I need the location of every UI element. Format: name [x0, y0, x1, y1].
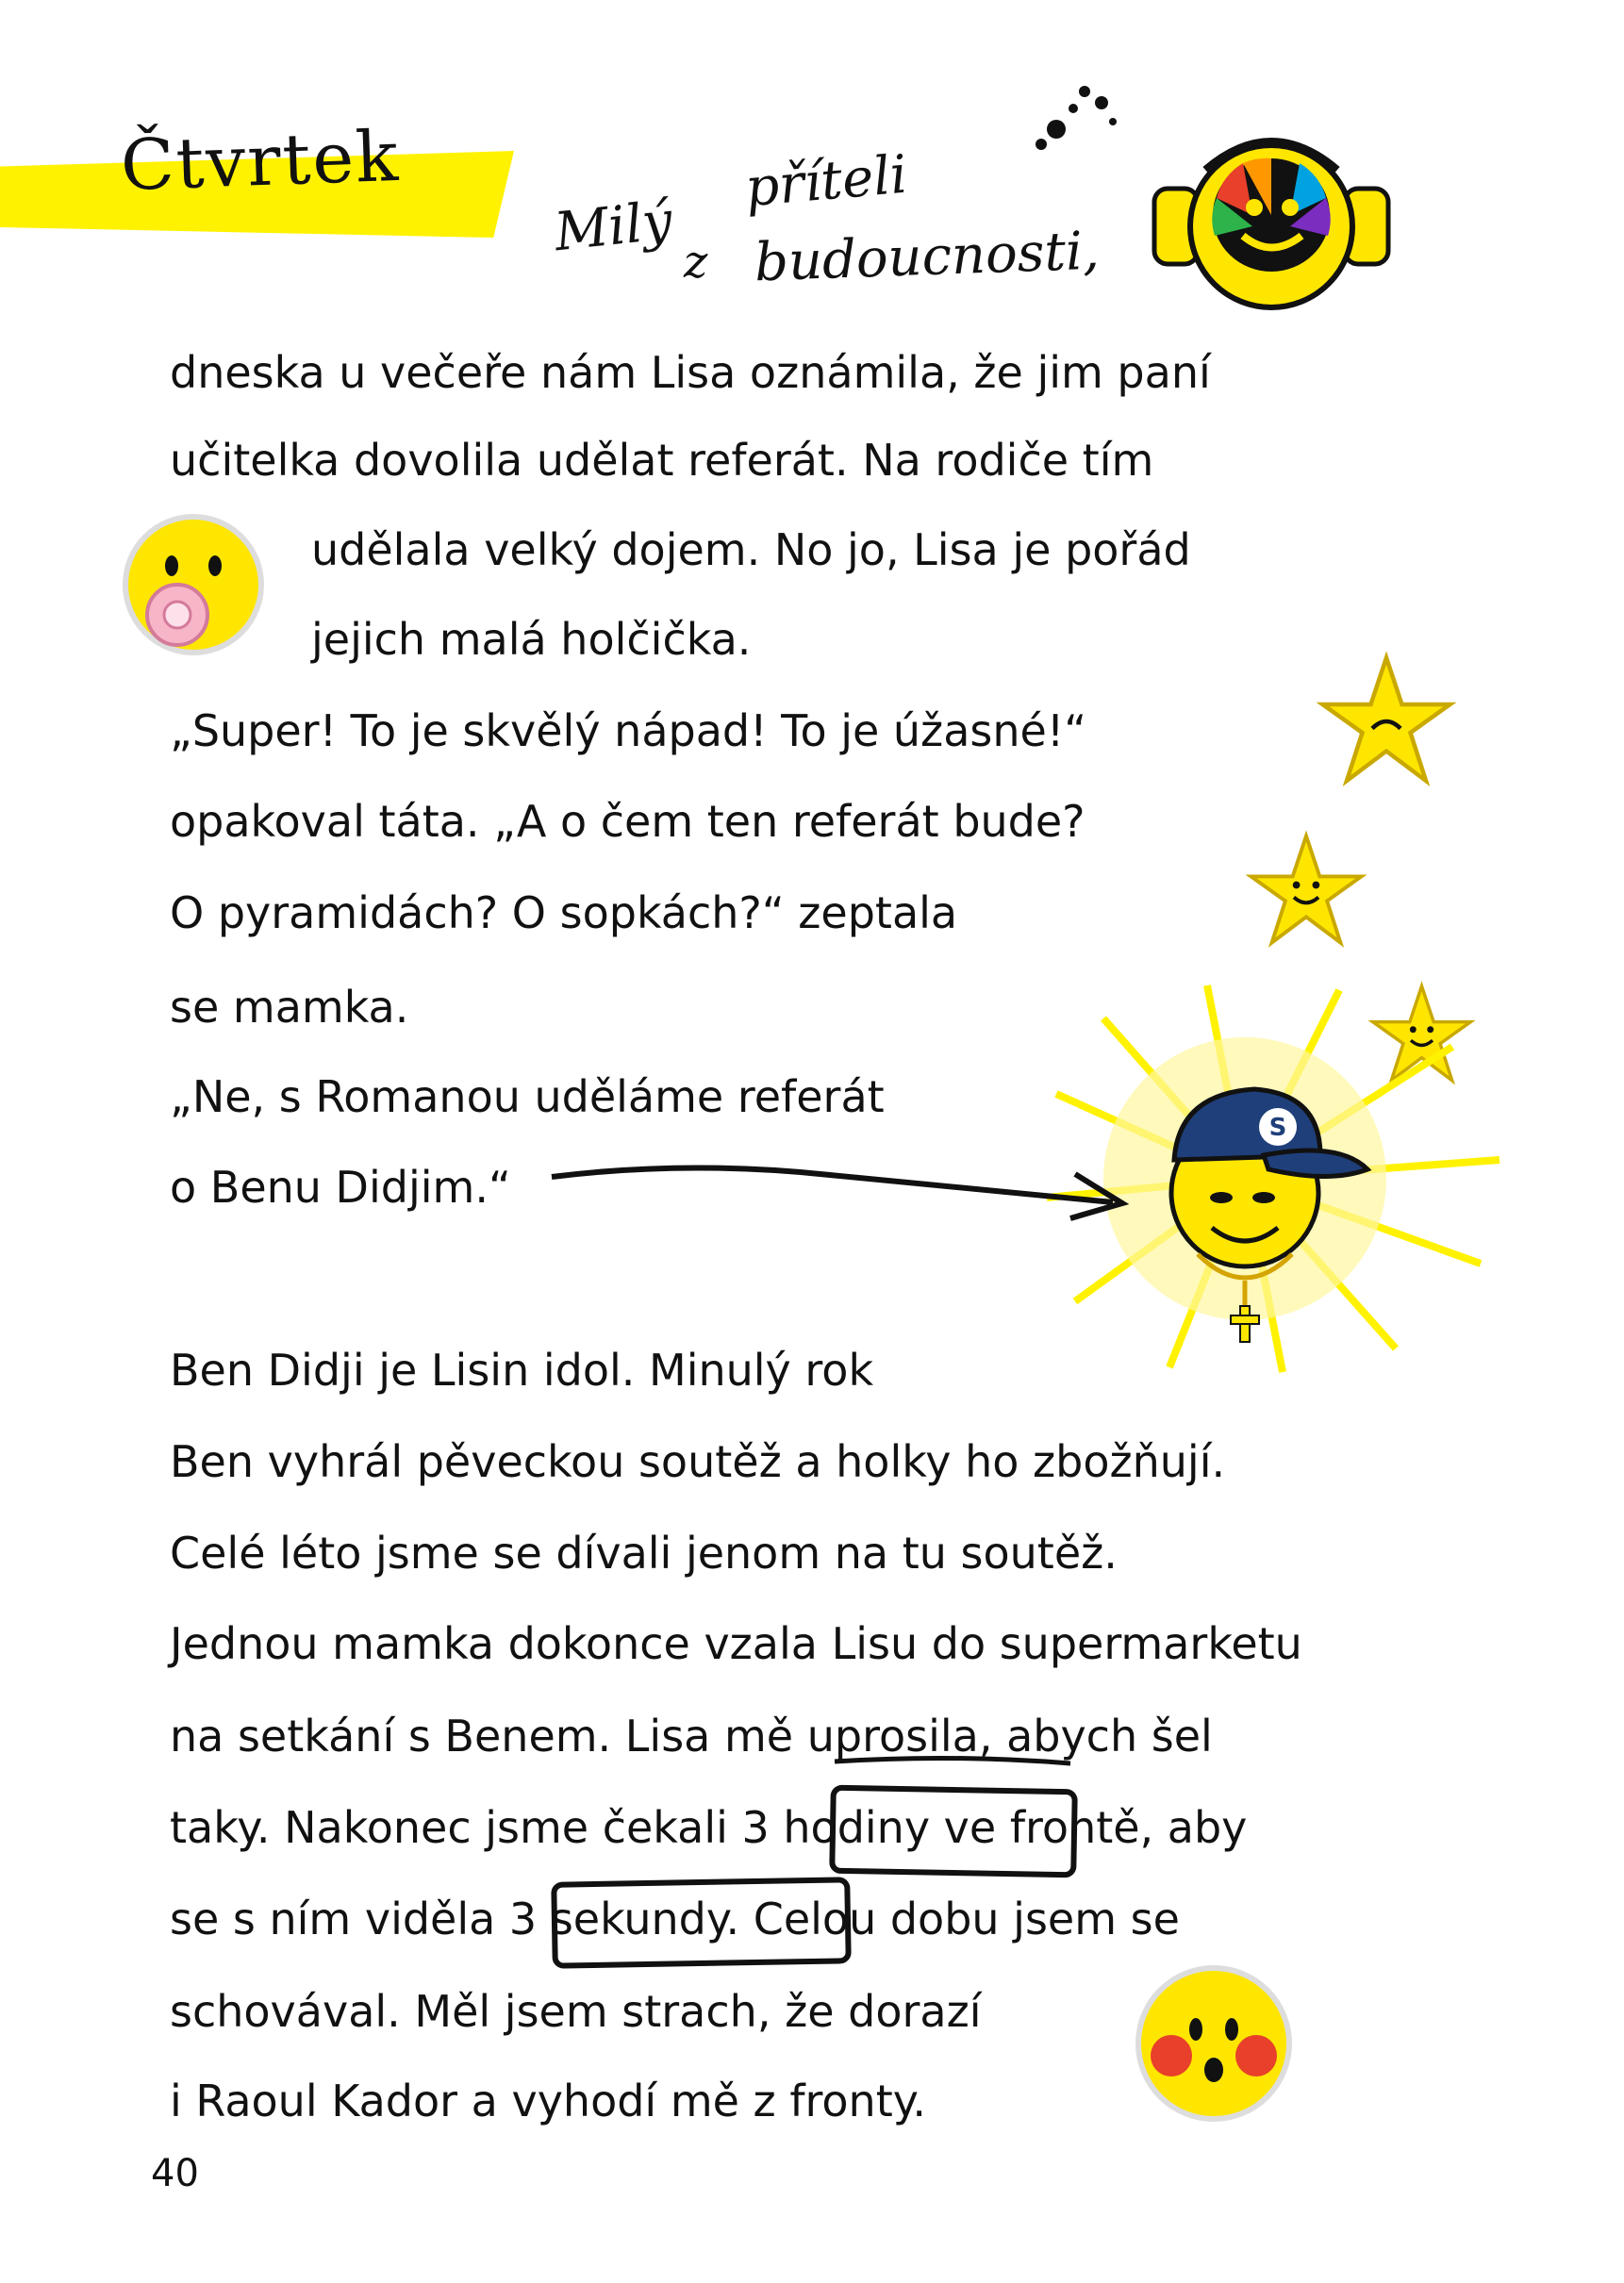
- text-line: dneska u večeře nám Lisa oznámila, že jim paní: [170, 347, 1211, 398]
- text-line: opakoval táta. „A o čem ten referát bude?: [170, 796, 1085, 847]
- text-line: „Super! To je skvělý nápad! To je úžasné!“: [170, 705, 1087, 756]
- text-line: se s ním viděla 3 sekundy. Celou dobu jsem se: [170, 1894, 1180, 1944]
- arrow-icon: [547, 1150, 1151, 1226]
- ink-splatter-icon: [1028, 80, 1132, 156]
- cap-letter: S: [1268, 1114, 1287, 1142]
- dj-smiley-icon: [1149, 132, 1394, 321]
- star-smiley-icon: [1245, 830, 1367, 952]
- underline-mark: [830, 1752, 1075, 1771]
- surprised-smiley-icon: [1132, 1961, 1297, 2126]
- text-line: jejich malá holčička.: [311, 614, 752, 665]
- greeting-budoucnosti: budoucnosti,: [753, 220, 1101, 294]
- day-title: Čtvrtek: [119, 115, 402, 207]
- text-line: Ben Didji je Lisin idol. Minulý rok: [170, 1345, 874, 1396]
- text-line: učitelka dovolila udělat referát. Na rodiče tím: [170, 435, 1154, 486]
- page-number: 40: [151, 2152, 199, 2195]
- text-line: Ben vyhrál pěveckou soutěž a holky ho zbožňují.: [170, 1436, 1226, 1487]
- text-line: o Benu Didjim.“: [170, 1162, 511, 1213]
- text-line: se mamka.: [170, 982, 409, 1033]
- text-line: Celé léto jsme se dívali jenom na tu soutěž.: [170, 1528, 1118, 1579]
- text-line: i Raoul Kador a vyhodí mě z fronty.: [170, 2076, 927, 2126]
- text-line: Jednou mamka dokonce vzala Lisu do supermarketu: [170, 1618, 1302, 1669]
- text-line: na setkání s Benem. Lisa mě uprosila, abych šel: [170, 1711, 1213, 1762]
- greeting-z: z: [684, 236, 708, 289]
- seconds-box-mark: [551, 1877, 852, 1969]
- hours-box-mark: [829, 1785, 1078, 1878]
- greeting-priteli: příteli: [742, 143, 910, 220]
- text-line: udělala velký dojem. No jo, Lisa je pořád: [311, 524, 1191, 575]
- text-line: „Ne, s Romanou uděláme referát: [170, 1071, 885, 1122]
- greeting-mily: Milý: [551, 190, 675, 264]
- star-smiley-icon: [1316, 651, 1457, 792]
- text-line: O pyramidách? O sopkách?“ zeptala: [170, 887, 958, 938]
- text-line: schovával. Měl jsem strach, že dorazí: [170, 1986, 982, 2037]
- baby-smiley-icon: [113, 509, 273, 670]
- text-line: taky. Nakonec jsme čekali 3 hodiny ve frontě, aby: [170, 1802, 1248, 1853]
